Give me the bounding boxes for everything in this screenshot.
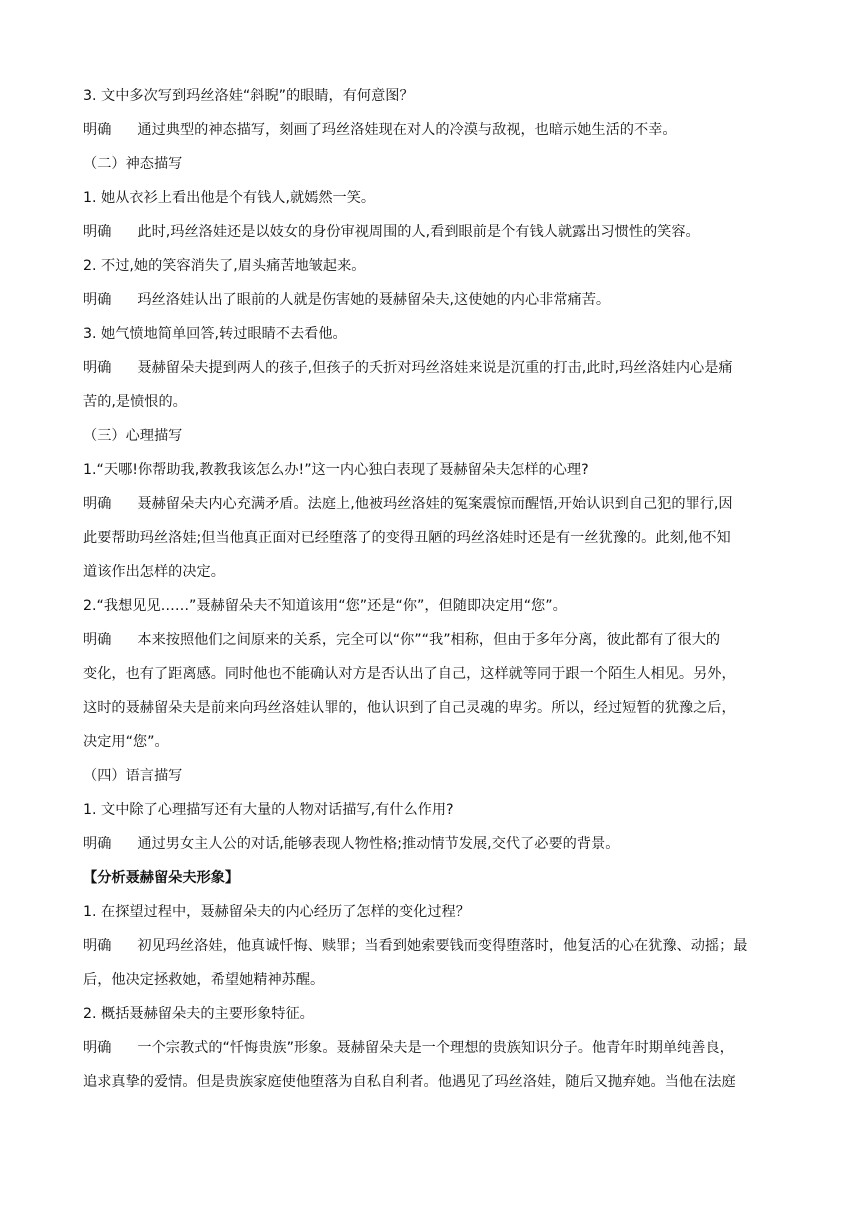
answer-text: 此要帮助玛丝洛娃;但当他真正面对已经堕落了的变得丑陋的玛丝洛娃时还是有一丝犹豫的。此刻,他不知 xyxy=(83,530,731,546)
answer-paragraph xyxy=(83,351,783,419)
bold-section-title: 【分析聂赫留朵夫形象】 xyxy=(83,870,240,886)
question-line: 1. 她从衣衫上看出他是个有钱人,就嫣然一笑。 xyxy=(83,190,376,206)
answer-line xyxy=(83,283,783,317)
answer-line xyxy=(83,1065,783,1099)
answer-label: 明确 xyxy=(83,938,112,954)
section-heading: （三）心理描写 xyxy=(83,428,183,444)
answer-text: 聂赫留朵夫内心充满矛盾。法庭上,他被玛丝洛娃的冤案震惊而醒悟,开始认识到自己犯的罪行,因 xyxy=(137,496,733,512)
question-line: 1.“天哪!你帮助我,教教我该怎么办!”这一内心独白表现了聂赫留朵夫怎样的心理? xyxy=(83,462,589,478)
answer-line xyxy=(83,521,783,555)
answer-line xyxy=(83,929,783,963)
answer-line xyxy=(83,555,783,589)
answer-line xyxy=(83,963,783,997)
answer-line xyxy=(83,657,783,691)
answer-label: 明确 xyxy=(83,632,112,648)
document-body xyxy=(83,79,783,1099)
answer-label: 明确 xyxy=(83,496,112,512)
answer-label: 明确 xyxy=(83,1040,112,1056)
question-line: 1. 文中除了心理描写还有大量的人物对话描写,有什么作用? xyxy=(83,802,454,818)
answer-text: 决定用“您”。 xyxy=(83,734,169,750)
section-heading: （四）语言描写 xyxy=(83,768,183,784)
answer-label: 明确 xyxy=(83,360,112,376)
answer-line xyxy=(83,827,783,861)
answer-text: 聂赫留朵夫提到两人的孩子,但孩子的夭折对玛丝洛娃来说是沉重的打击,此时,玛丝洛娃内心是痛 xyxy=(137,360,733,376)
question-line: 3. 文中多次写到玛丝洛娃“斜睨”的眼睛，有何意图？ xyxy=(83,88,414,104)
answer-line xyxy=(83,385,783,419)
question-line: 2.“我想见见……”聂赫留朵夫不知道该用“您”还是“你”，但随即决定用“您”。 xyxy=(83,598,567,614)
answer-line xyxy=(83,1031,783,1065)
answer-line xyxy=(83,725,783,759)
answer-text: 本来按照他们之间原来的关系，完全可以“你”“我”相称，但由于多年分离，彼此都有了很大的 xyxy=(137,632,721,648)
answer-line xyxy=(83,351,783,385)
answer-line xyxy=(83,487,783,521)
answer-paragraph xyxy=(83,283,783,317)
question-line: 1. 在探望过程中，聂赫留朵夫的内心经历了怎样的变化过程？ xyxy=(83,904,470,920)
answer-paragraph xyxy=(83,1031,783,1099)
answer-label: 明确 xyxy=(83,122,112,138)
answer-text: 这时的聂赫留朵夫是前来向玛丝洛娃认罪的，他认识到了自己灵魂的卑劣。所以，经过短暂的犹豫之后， xyxy=(83,700,736,716)
question-line: 3. 她气愤地简单回答,转过眼睛不去看他。 xyxy=(83,326,347,342)
answer-label: 明确 xyxy=(83,224,112,240)
answer-text: 初见玛丝洛娃，他真诚忏悔、赎罪；当看到她索要钱而变得堕落时，他复活的心在犹豫、动摇；最 xyxy=(137,938,748,954)
answer-paragraph xyxy=(83,929,783,997)
answer-text: 通过典型的神态描写，刻画了玛丝洛娃现在对人的冷漠与敌视，也暗示她生活的不幸。 xyxy=(137,122,677,138)
answer-text: 后，他决定拯救她，希望她精神苏醒。 xyxy=(83,972,325,988)
answer-paragraph xyxy=(83,827,783,861)
answer-text: 追求真挚的爱情。但是贵族家庭使他堕落为自私自利者。他遇见了玛丝洛娃，随后又抛弃她。当他在法庭 xyxy=(83,1074,736,1090)
answer-line xyxy=(83,691,783,725)
question-line: 2. 概括聂赫留朵夫的主要形象特征。 xyxy=(83,1006,314,1022)
answer-label: 明确 xyxy=(83,292,112,308)
answer-text: 此时,玛丝洛娃还是以妓女的身份审视周围的人,看到眼前是个有钱人就露出习惯性的笑容。 xyxy=(137,224,700,240)
answer-text: 道该作出怎样的决定。 xyxy=(83,564,225,580)
answer-paragraph xyxy=(83,623,783,759)
answer-label: 明确 xyxy=(83,836,112,852)
answer-line xyxy=(83,113,783,147)
answer-line xyxy=(83,215,783,249)
answer-paragraph xyxy=(83,113,783,147)
answer-text: 苦的,是愤恨的。 xyxy=(83,394,187,410)
answer-text: 通过男女主人公的对话,能够表现人物性格;推动情节发展,交代了必要的背景。 xyxy=(137,836,620,852)
answer-text: 一个宗教式的“忏悔贵族”形象。聂赫留朵夫是一个理想的贵族知识分子。他青年时期单纯善良， xyxy=(137,1040,734,1056)
section-heading: （二）神态描写 xyxy=(83,156,183,172)
answer-paragraph xyxy=(83,215,783,249)
question-line: 2. 不过,她的笑容消失了,眉头痛苦地皱起来。 xyxy=(83,258,366,274)
answer-text: 变化，也有了距离感。同时他也不能确认对方是否认出了自己，这样就等同于跟一个陌生人相见。另外， xyxy=(83,666,736,682)
answer-text: 玛丝洛娃认出了眼前的人就是伤害她的聂赫留朵夫,这使她的内心非常痛苦。 xyxy=(137,292,611,308)
answer-paragraph xyxy=(83,487,783,589)
answer-line xyxy=(83,623,783,657)
